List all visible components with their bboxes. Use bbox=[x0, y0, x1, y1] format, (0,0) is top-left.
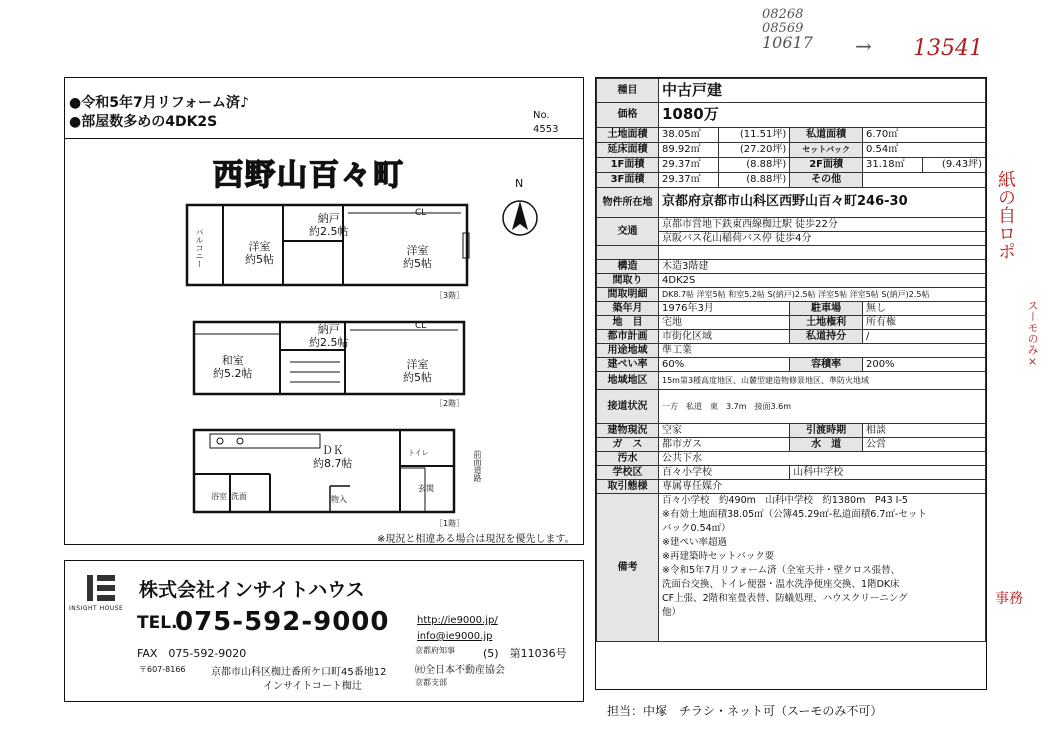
price-value: 1080万 bbox=[659, 103, 986, 128]
room-1f-dk bbox=[313, 444, 353, 470]
association: ㈳全日本不動産協会 bbox=[415, 665, 505, 676]
company-panel bbox=[64, 560, 584, 702]
private-road-value: 6.70㎡ bbox=[862, 128, 985, 143]
f3-tsubo: (8.88坪) bbox=[719, 173, 790, 188]
land-right-value: 所有権 bbox=[862, 316, 985, 330]
spacer-label bbox=[597, 246, 659, 260]
notes-label: 備考 bbox=[597, 494, 659, 642]
code-2: 08569 bbox=[762, 21, 804, 36]
structure-value: 木造3階建 bbox=[659, 260, 986, 274]
company-name: 株式会社インサイトハウス bbox=[139, 579, 365, 601]
sewage-value: 公共下水 bbox=[659, 452, 986, 466]
row-coverage bbox=[597, 358, 986, 372]
sewage-label: 汚水 bbox=[597, 452, 659, 466]
row-land bbox=[597, 128, 986, 143]
note-line: CF上張、2階和室畳表替、防蟻処理、ハウスクリーニング bbox=[662, 593, 908, 604]
category-value: 宅地 bbox=[659, 316, 790, 330]
row-built bbox=[597, 302, 986, 316]
road-share-label: 私道持分 bbox=[790, 330, 863, 344]
room-2f-cl: CL bbox=[415, 321, 427, 331]
room-2f-japanese-size: 約5.2帖 bbox=[213, 367, 253, 380]
license-number: (5) 第11036号 bbox=[483, 647, 567, 660]
row-access bbox=[597, 390, 986, 424]
room-1f-road: 前面道路 bbox=[473, 450, 482, 482]
floor-3-label: ［3階］ bbox=[435, 291, 465, 300]
access-value: 一方 私道 東 3.7m 接面3.6m bbox=[659, 390, 986, 424]
school-elem: 百々小学校 bbox=[659, 466, 790, 480]
floor-value: 89.92㎡ bbox=[659, 143, 719, 158]
school-label: 学校区 bbox=[597, 466, 659, 480]
license-label: 京都府知事 bbox=[415, 646, 455, 655]
f2-tsubo: (9.43坪) bbox=[923, 158, 986, 173]
note-line: ※有効土地面積38.05㎡（公簿45.29㎡-私道面積6.7㎡-セット bbox=[662, 509, 927, 520]
room-1f-closet: 物入 bbox=[331, 495, 347, 504]
structure-label: 構造 bbox=[597, 260, 659, 274]
room-1f-wash: 洗面 bbox=[231, 492, 247, 501]
room-1f-toilet: トイレ bbox=[408, 449, 429, 457]
company-logo-icon bbox=[85, 573, 119, 603]
far-label: 容積率 bbox=[790, 358, 863, 372]
traffic-2: 京阪バス花山稲荷バス停 徒歩4分 bbox=[659, 232, 986, 246]
district-label: 地域地区 bbox=[597, 372, 659, 390]
footer-note: 担当：中塚 チラシ・ネット可（スーモのみ不可） bbox=[607, 704, 883, 718]
room-1f-entrance: 玄関 bbox=[418, 484, 434, 493]
room-2f-storage-name: 納戸 bbox=[317, 323, 340, 336]
tel-label: TEL. bbox=[137, 613, 178, 633]
room-3f-east-size: 約5帖 bbox=[403, 257, 432, 270]
room-2f-east-name: 洋室 bbox=[406, 358, 429, 371]
row-category bbox=[597, 316, 986, 330]
built-value: 1976年3月 bbox=[659, 302, 790, 316]
layout-detail-label: 間取明細 bbox=[597, 288, 659, 302]
floor-label: 延床面積 bbox=[597, 143, 659, 158]
location-value: 京都府京都市山科区西野山百々町246-30 bbox=[659, 188, 986, 218]
water-label: 水 道 bbox=[790, 438, 863, 452]
handwritten-codes bbox=[762, 8, 813, 50]
room-3f-east bbox=[403, 244, 432, 270]
room-2f-japanese bbox=[213, 354, 253, 380]
row-type bbox=[597, 79, 986, 103]
notes-value bbox=[659, 494, 986, 642]
disclaimer: ※現況と相違ある場合は現況を優先します。 bbox=[377, 534, 575, 545]
f2-label: 2F面積 bbox=[790, 158, 863, 173]
postal-code: 〒607-8166 bbox=[139, 665, 186, 674]
layout-label: 間取り bbox=[597, 274, 659, 288]
website-link[interactable]: http://ie9000.jp/ bbox=[417, 615, 498, 626]
note-line: 他） bbox=[662, 607, 682, 618]
f3-label: 3F面積 bbox=[597, 173, 659, 188]
room-1f-dk-size: 約8.7帖 bbox=[313, 457, 353, 470]
handwritten-number: 13541 bbox=[913, 36, 983, 61]
road-share-value: / bbox=[862, 330, 985, 344]
floor-tsubo: (27.20坪) bbox=[719, 143, 790, 158]
f1-label: 1F面積 bbox=[597, 158, 659, 173]
room-3f-balcony: バルコニー bbox=[195, 228, 204, 268]
room-2f-japanese-name: 和室 bbox=[221, 354, 244, 367]
no-label: No. bbox=[533, 110, 550, 121]
note-line: バック0.54㎡） bbox=[662, 523, 731, 534]
gas-value: 都市ガス bbox=[659, 438, 790, 452]
row-traffic-1 bbox=[597, 218, 986, 232]
room-2f-east-size: 約5帖 bbox=[403, 371, 432, 384]
land-right-label: 土地権利 bbox=[790, 316, 863, 330]
other-label: その他 bbox=[790, 173, 863, 188]
code-3: 10617 bbox=[762, 33, 813, 52]
handwritten-right-mark: 事務 bbox=[995, 591, 1023, 607]
price-label: 価格 bbox=[597, 103, 659, 128]
room-2f-storage bbox=[309, 323, 349, 349]
built-label: 築年月 bbox=[597, 302, 659, 316]
land-value: 38.05㎡ bbox=[659, 128, 719, 143]
highlight-2: ●部屋数多めの4DK2S bbox=[69, 114, 218, 130]
location-label: 物件所在地 bbox=[597, 188, 659, 218]
area-title: 西野山百々町 bbox=[213, 158, 405, 193]
company-logo-text: INSIGHT HOUSE bbox=[69, 605, 124, 612]
f1-tsubo: (8.88坪) bbox=[719, 158, 790, 173]
highlight-1: ●令和5年7月リフォーム済♪ bbox=[69, 95, 249, 111]
handwritten-side-note-2: スーモのみ× bbox=[1026, 300, 1039, 368]
handover-value: 相談 bbox=[862, 424, 985, 438]
row-spacer bbox=[597, 246, 986, 260]
deal-label: 取引態様 bbox=[597, 480, 659, 494]
row-gas bbox=[597, 438, 986, 452]
coverage-label: 建ぺい率 bbox=[597, 358, 659, 372]
divider bbox=[65, 138, 584, 139]
city-plan-value: 市街化区域 bbox=[659, 330, 790, 344]
floor-1-label: ［1階］ bbox=[435, 519, 465, 528]
address: 京都市山科区椥辻番所ケ口町45番地12 bbox=[211, 667, 387, 678]
row-f3 bbox=[597, 173, 986, 188]
layout-value: 4DK2S bbox=[659, 274, 986, 288]
status-label: 建物現況 bbox=[597, 424, 659, 438]
compass-n-label: N bbox=[515, 177, 524, 190]
layout-detail-value: DK8.7帖 洋室5帖 和室5.2帖 S(納戸)2.5帖 洋室5帖 洋室5帖 S(納戸)2.5帖 bbox=[659, 288, 986, 302]
row-deal bbox=[597, 480, 986, 494]
setback-label: セットバック bbox=[790, 143, 863, 158]
city-plan-label: 都市計画 bbox=[597, 330, 659, 344]
row-f1 bbox=[597, 158, 986, 173]
room-3f-west-size: 約5帖 bbox=[245, 253, 274, 266]
room-3f-west bbox=[245, 240, 274, 266]
note-line: ※再建築時セットバック要 bbox=[662, 551, 775, 562]
room-3f-cl: CL bbox=[415, 208, 427, 218]
room-2f-east bbox=[403, 358, 432, 384]
branch: 京都支部 bbox=[415, 678, 447, 687]
room-2f-storage-size: 約2.5帖 bbox=[309, 336, 349, 349]
land-tsubo: (11.51坪) bbox=[719, 128, 790, 143]
flyer-panel bbox=[64, 77, 584, 545]
compass-icon bbox=[495, 188, 545, 243]
row-district bbox=[597, 372, 986, 390]
gas-label: ガ ス bbox=[597, 438, 659, 452]
handwritten-side-note: 紙の自ロポ bbox=[995, 170, 1016, 260]
row-use bbox=[597, 344, 986, 358]
district-value: 15m第3種高度地区、山麓型建造物修景地区、準防火地域 bbox=[659, 372, 986, 390]
school-jr: 山科中学校 bbox=[790, 466, 986, 480]
row-school bbox=[597, 466, 986, 480]
no-value: 4553 bbox=[533, 124, 559, 135]
room-3f-storage-name: 納戸 bbox=[317, 212, 340, 225]
type-label: 種目 bbox=[597, 79, 659, 103]
fax-number: FAX 075-592-9020 bbox=[137, 647, 247, 660]
row-layout-detail bbox=[597, 288, 986, 302]
land-label: 土地面積 bbox=[597, 128, 659, 143]
row-status bbox=[597, 424, 986, 438]
spec-panel bbox=[595, 77, 987, 690]
f1-value: 29.37㎡ bbox=[659, 158, 719, 173]
status-value: 空家 bbox=[659, 424, 790, 438]
far-value: 200% bbox=[862, 358, 985, 372]
row-city-plan bbox=[597, 330, 986, 344]
building: インサイトコート椥辻 bbox=[263, 681, 362, 692]
setback-value: 0.54㎡ bbox=[862, 143, 985, 158]
category-label: 地 目 bbox=[597, 316, 659, 330]
note-line: ※令和5年7月リフォーム済（全室天井・壁クロス張替、 bbox=[662, 565, 901, 576]
parking-value: 無し bbox=[862, 302, 985, 316]
spec-table bbox=[596, 78, 986, 642]
row-price bbox=[597, 103, 986, 128]
handwritten-arrow: → bbox=[855, 34, 872, 58]
access-label: 接道状況 bbox=[597, 390, 659, 424]
water-value: 公営 bbox=[862, 438, 985, 452]
room-3f-west-name: 洋室 bbox=[248, 240, 271, 253]
room-1f-bath: 浴室 bbox=[211, 492, 227, 501]
row-layout bbox=[597, 274, 986, 288]
row-structure bbox=[597, 260, 986, 274]
parking-label: 駐車場 bbox=[790, 302, 863, 316]
floor-2-label: ［2階］ bbox=[435, 399, 465, 408]
use-value: 準工業 bbox=[659, 344, 986, 358]
deal-value: 専属専任媒介 bbox=[659, 480, 986, 494]
room-3f-storage-size: 約2.5帖 bbox=[309, 225, 349, 238]
other-value bbox=[862, 173, 985, 188]
note-line: 洗面台交換、トイレ便器・温水洗浄便座交換、1階DK床 bbox=[662, 579, 900, 590]
handover-label: 引渡時期 bbox=[790, 424, 863, 438]
note-line: ※建ぺい率超過 bbox=[662, 537, 727, 548]
room-1f-dk-name: ＤＫ bbox=[321, 444, 344, 457]
use-label: 用途地域 bbox=[597, 344, 659, 358]
code-1: 08268 bbox=[762, 7, 804, 22]
f3-value: 29.37㎡ bbox=[659, 173, 719, 188]
traffic-label: 交通 bbox=[597, 218, 659, 246]
room-3f-storage bbox=[309, 212, 349, 238]
email-link[interactable]: info@ie9000.jp bbox=[417, 631, 493, 642]
traffic-1: 京都市営地下鉄東西線椥辻駅 徒歩22分 bbox=[659, 218, 986, 232]
tel-number: 075-592-9000 bbox=[175, 607, 390, 637]
row-notes bbox=[597, 494, 986, 642]
private-road-label: 私道面積 bbox=[790, 128, 863, 143]
room-3f-east-name: 洋室 bbox=[406, 244, 429, 257]
f2-value: 31.18㎡ bbox=[862, 158, 922, 173]
row-location bbox=[597, 188, 986, 218]
row-floor bbox=[597, 143, 986, 158]
row-sewage bbox=[597, 452, 986, 466]
spacer-value bbox=[659, 246, 986, 260]
coverage-value: 60% bbox=[659, 358, 790, 372]
type-value: 中古戸建 bbox=[659, 79, 986, 103]
note-line: 百々小学校 約490m 山科中学校 約1380m P43 I-5 bbox=[662, 495, 908, 506]
